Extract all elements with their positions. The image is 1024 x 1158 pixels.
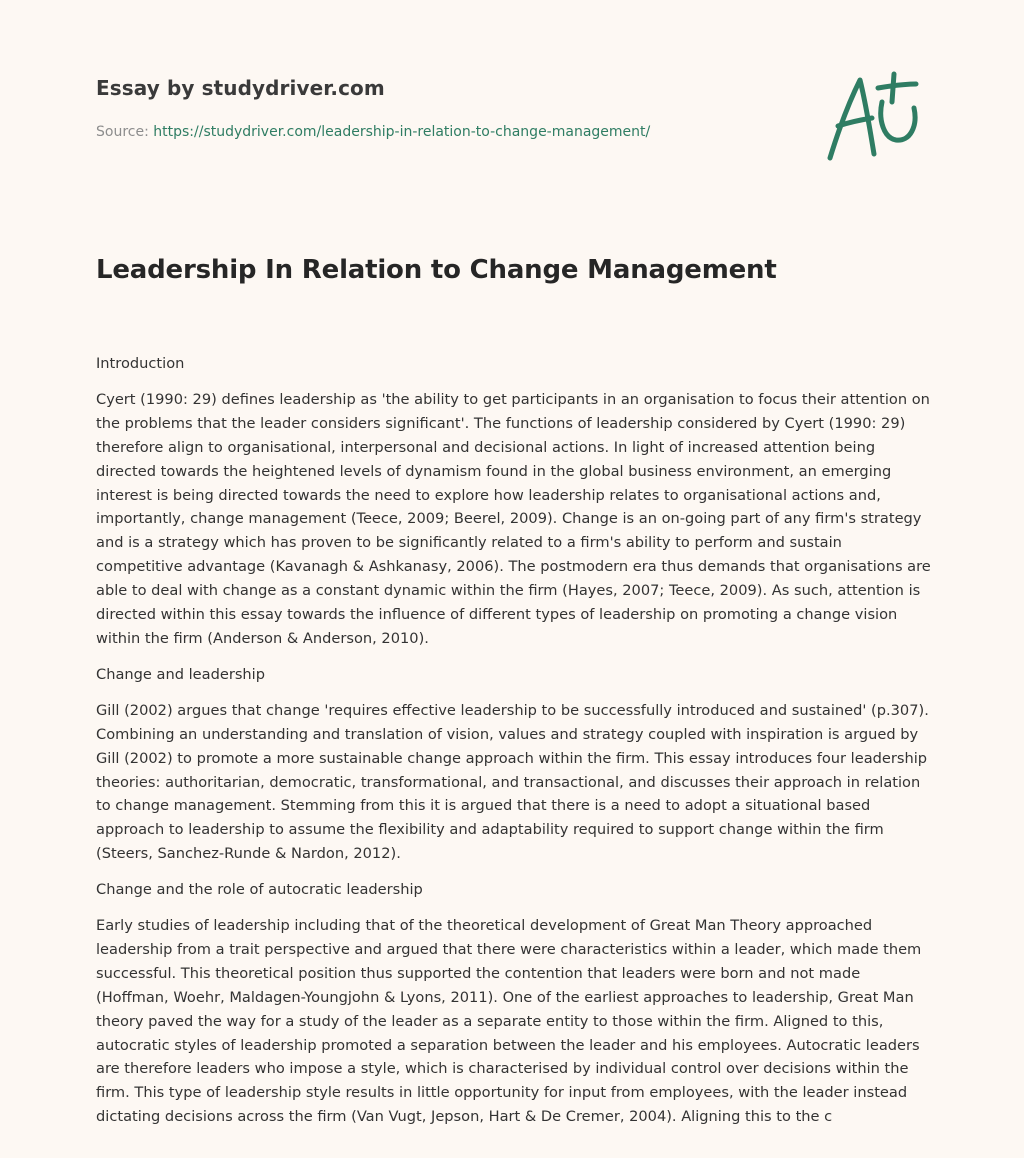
section-change-and-leadership xyxy=(96,663,932,866)
site-brand: Essay by studydriver.com xyxy=(96,76,385,100)
section-heading: Introduction xyxy=(96,355,185,372)
section-paragraph: Gill (2002) argues that change 'requires effective leadership to be successfully introduced and sustained' (p.307). Combining an understanding and translation of vision, values and strategy coupled with inspiration is argued by Gill (2002) to promote a more sustainable change approach within the firm. This essay introduces four leadership theories: authoritarian, democratic, transformational, and transactional, and discusses their approach in relation to change management. Stemming from this it is argued that there is a need to adopt a situational based approach to leadership to assume the flexibility and adaptability required to support change within the firm (Steers, Sanchez-Runde & Nardon, 2012). xyxy=(96,701,929,863)
section-paragraph: Early studies of leadership including that of the theoretical development of Great Man Theory approached leadership from a trait perspective and argued that there were characteristics within a leader, which made them successful. This theoretical position thus supported the contention that leaders were born and not made (Hoffman, Woehr, Maldagen-Youngjohn & Lyons, 2011). One of the earliest approaches to leadership, Great Man theory paved the way for a study of the leader as a separate entity to those within the firm. Aligned to this, autocratic styles of leadership promoted a separation between the leader and his employees. Autocratic leaders are therefore leaders who impose a style, which is characterised by individual control over decisions within the firm. This type of leadership style results in little opportunity for input from employees, with the leader instead dictating decisions across the firm (Van Vugt, Jepson, Hart & De Cremer, 2004). Aligning this to the c xyxy=(96,917,922,1126)
source-link[interactable]: https://studydriver.com/leadership-in-relation-to-change-management/ xyxy=(153,124,651,140)
section-introduction xyxy=(96,352,932,651)
source-line xyxy=(96,124,650,140)
section-paragraph: Cyert (1990: 29) defines leadership as 'the ability to get participants in an organisation to focus their attention on the problems that the leader considers significant'. The functions of leadership considered by Cyert (1990: 29) therefore align to organisational, interpersonal and decisional actions. In light of increased attention being directed towards the heightened levels of dynamism found in the global business environment, an emerging interest is being directed towards the need to explore how leadership relates to organisational actions and, importantly, change management (Teece, 2009; Beerel, 2009). Change is an on-going part of any firm's strategy and is a strategy which has proven to be significantly related to a firm's ability to perform and sustain competitive advantage (Kavanagh & Ashkanasy, 2006). The postmodern era thus demands that organisations are able to deal with change as a constant dynamic within the firm (Hayes, 2007; Teece, 2009). As such, attention is directed within this essay towards the influence of different types of leadership on promoting a change vision within the firm (Anderson & Anderson, 2010). xyxy=(96,390,931,647)
section-heading: Change and leadership xyxy=(96,665,265,683)
essay-body xyxy=(96,352,932,1141)
section-autocratic-leadership xyxy=(96,878,932,1129)
source-label: Source: xyxy=(96,124,149,140)
document-title: Leadership In Relation to Change Management xyxy=(96,255,777,285)
a-plus-logo-icon xyxy=(822,68,928,166)
section-heading: Change and the role of autocratic leadership xyxy=(96,881,423,899)
